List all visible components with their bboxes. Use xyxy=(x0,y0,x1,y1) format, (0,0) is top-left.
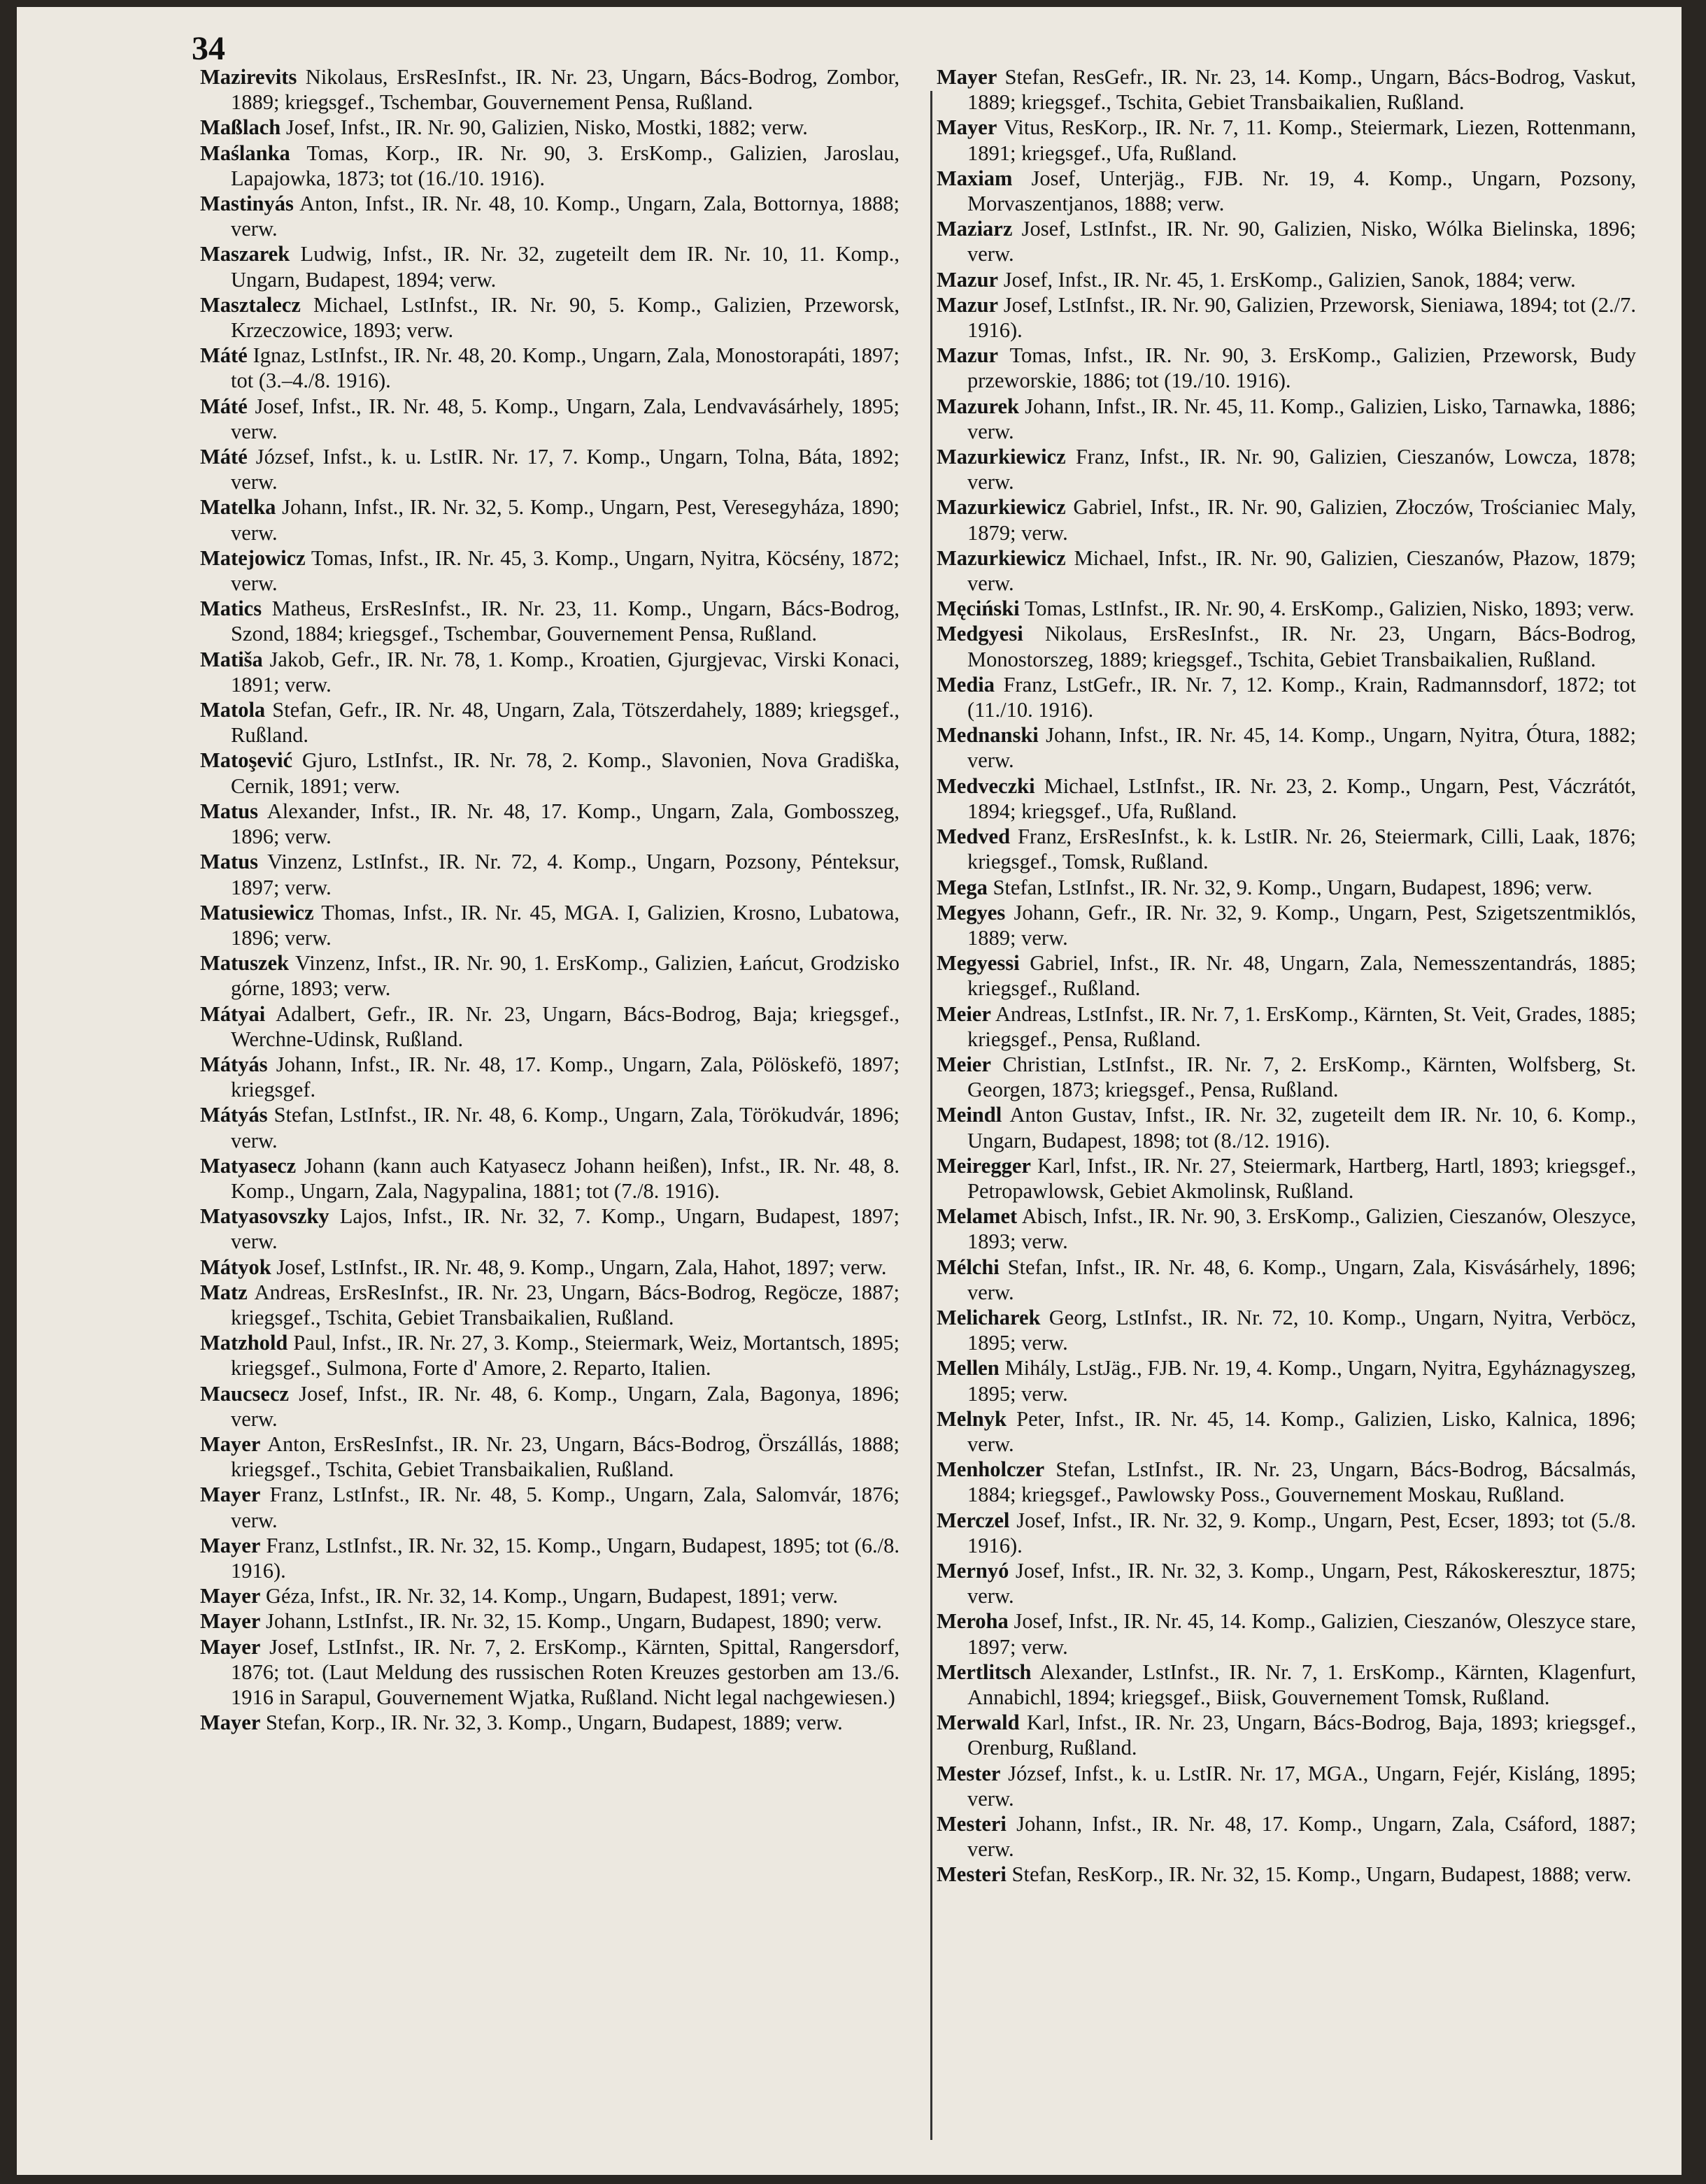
entry-surname: Mesteri xyxy=(937,1862,1007,1887)
entry-surname: Mega xyxy=(937,875,988,899)
entry-surname: Mátyás xyxy=(200,1052,268,1076)
column-divider xyxy=(930,91,932,2140)
casualty-entry xyxy=(937,1558,1636,1608)
entry-details: Josef, Unterjäg., FJB. Nr. 19, 4. Komp., Ungarn, Pozsony, Morvaszentjanos, 1888; verw. xyxy=(967,166,1636,216)
entry-details: Josef, LstInfst., IR. Nr. 90, Galizien, Przeworsk, Sieniawa, 1894; tot (2./7. 1916). xyxy=(967,292,1636,343)
entry-details: Josef, Infst., IR. Nr. 32, 9. Komp., Ungarn, Pest, Ecser, 1893; tot (5./8. 1916). xyxy=(967,1508,1637,1557)
entry-surname: Matelka xyxy=(200,495,276,520)
entry-details: Géza, Infst., IR. Nr. 32, 14. Komp., Ungarn, Budapest, 1891; verw. xyxy=(266,1584,838,1608)
entry-surname: Meier xyxy=(937,1001,991,1026)
entry-details: Gjuro, LstInfst., IR. Nr. 78, 2. Komp., Slavonien, Nova Gradiška, Cernik, 1891; verw. xyxy=(231,748,900,798)
entry-surname: Meiregger xyxy=(937,1153,1031,1178)
entry-details: Vinzenz, LstInfst., IR. Nr. 72, 4. Komp., Ungarn, Pozsony, Pénteksur, 1897; verw. xyxy=(231,850,900,899)
entry-surname: Megyes xyxy=(937,900,1006,925)
entry-details: Franz, LstInfst., IR. Nr. 48, 5. Komp., Ungarn, Zala, Salomvár, 1876; verw. xyxy=(231,1483,900,1532)
casualty-entry xyxy=(937,1406,1636,1457)
casualty-entry xyxy=(937,494,1636,545)
entry-details: Anton Gustav, Infst., IR. Nr. 32, zugeteilt dem IR. Nr. 10, 6. Komp., Ungarn, Budapest, 1898; tot (8./12. 1916). xyxy=(967,1103,1636,1152)
entry-details: Vitus, ResKorp., IR. Nr. 7, 11. Komp., Steiermark, Liezen, Rottenmann, 1891; kriegsgef., Ufa, Rußland. xyxy=(967,115,1637,165)
entry-surname: Mernyó xyxy=(937,1558,1009,1583)
entry-surname: Medgyesi xyxy=(937,622,1023,646)
entry-surname: Matz xyxy=(200,1280,248,1304)
casualty-entry xyxy=(937,1355,1636,1406)
entry-details: Matheus, ErsResInfst., IR. Nr. 23, 11. Komp., Ungarn, Bács-Bodrog, Szond, 1884; kriegsgef., Tschembar, Gouvernement Pensa, Rußland. xyxy=(231,597,900,646)
entry-surname: Męciński xyxy=(937,597,1020,621)
entry-surname: Matoşević xyxy=(200,748,293,773)
casualty-entry xyxy=(937,1508,1636,1558)
entry-details: Josef, Infst., IR. Nr. 90, Galizien, Nisko, Mostki, 1882; verw. xyxy=(285,115,808,140)
entry-surname: Mayer xyxy=(200,1533,261,1557)
entry-details: Tomas, LstInfst., IR. Nr. 90, 4. ErsKomp., Galizien, Nisko, 1893; verw. xyxy=(1024,597,1635,621)
casualty-entry xyxy=(200,444,900,494)
entry-details: Alexander, Infst., IR. Nr. 48, 17. Komp., Ungarn, Zala, Gombosszeg, 1896; verw. xyxy=(231,799,900,849)
entry-surname: Mélchi xyxy=(937,1255,1000,1279)
casualty-entry xyxy=(937,950,1636,1001)
casualty-entry xyxy=(937,875,1636,900)
entry-surname: Matics xyxy=(200,597,262,621)
entry-surname: Mester xyxy=(937,1761,1001,1785)
casualty-entry xyxy=(200,849,900,899)
entry-details: Johann, LstInfst., IR. Nr. 32, 15. Komp., Ungarn, Budapest, 1890; verw. xyxy=(266,1609,882,1634)
entry-surname: Mayer xyxy=(200,1609,261,1634)
entry-surname: Mayer xyxy=(200,1634,261,1659)
casualty-entry xyxy=(937,1862,1636,1887)
entry-details: Stefan, LstInfst., IR. Nr. 23, Ungarn, Bács-Bodrog, Bácsalmás, 1884; kriegsgef., Pawlowsky Poss., Gouvernement Moskau, Rußland. xyxy=(967,1457,1636,1507)
casualty-entry xyxy=(200,1710,900,1735)
casualty-entry xyxy=(200,900,900,950)
casualty-entry xyxy=(200,545,900,596)
entry-details: Stefan, ResKorp., IR. Nr. 32, 15. Komp., Ungarn, Budapest, 1888; verw. xyxy=(1011,1862,1632,1887)
entry-surname: Matiša xyxy=(200,647,263,671)
entry-surname: Mastinyás xyxy=(200,192,294,216)
casualty-entry xyxy=(937,1457,1636,1507)
page-number: 34 xyxy=(192,30,225,67)
casualty-entry xyxy=(937,672,1636,722)
entry-surname: Máté xyxy=(200,394,248,418)
casualty-entry xyxy=(200,241,900,292)
entry-details: Georg, LstInfst., IR. Nr. 72, 10. Komp., Ungarn, Nyitra, Verböcz, 1895; verw. xyxy=(967,1305,1636,1355)
entry-details: Lajos, Infst., IR. Nr. 32, 7. Komp., Ungarn, Budapest, 1897; verw. xyxy=(231,1204,900,1254)
entry-surname: Mazurkiewicz xyxy=(937,495,1066,520)
casualty-entry xyxy=(200,697,900,748)
casualty-entry xyxy=(200,292,900,343)
entry-details: Anton, ErsResInfst., IR. Nr. 23, Ungarn, Bács-Bodrog, Örszállás, 1888; kriegsgef., Tschita, Gebiet Transbaikalien, Rußland. xyxy=(231,1432,900,1482)
entry-details: Andreas, LstInfst., IR. Nr. 7, 1. ErsKomp., Kärnten, St. Veit, Grades, 1885; kriegsgef., Pensa, Rußland. xyxy=(967,1001,1636,1051)
entry-surname: Medveczki xyxy=(937,773,1035,798)
casualty-entry xyxy=(200,1533,900,1583)
entry-surname: Mazurek xyxy=(937,394,1020,418)
entry-surname: Mellen xyxy=(937,1356,1000,1380)
document-page xyxy=(17,7,1682,2175)
entry-details: Josef, Infst., IR. Nr. 32, 3. Komp., Ungarn, Pest, Rákoskeresztur, 1875; verw. xyxy=(967,1558,1636,1608)
casualty-entry xyxy=(200,748,900,798)
entry-surname: Matzhold xyxy=(200,1331,288,1355)
entry-details: Johann, Infst., IR. Nr. 48, 17. Komp., Ungarn, Zala, Csáford, 1887; verw. xyxy=(967,1812,1636,1862)
entry-surname: Mazurkiewicz xyxy=(937,445,1066,469)
entry-details: Nikolaus, ErsResInfst., IR. Nr. 23, Ungarn, Bács-Bodrog, Zombor, 1889; kriegsgef., Tschembar, Gouvernement Pensa, Rußland. xyxy=(231,65,900,115)
entry-details: Tomas, Infst., IR. Nr. 90, 3. ErsKomp., Galizien, Przeworsk, Budy przeworskie, 1886; tot (19./10. 1916). xyxy=(967,343,1636,393)
entry-surname: Mátyok xyxy=(200,1255,271,1279)
casualty-entry xyxy=(937,1305,1636,1355)
entry-details: Jakob, Gefr., IR. Nr. 78, 1. Komp., Kroatien, Gjurgjevac, Virski Konaci, 1891; verw. xyxy=(231,647,900,697)
entry-surname: Máté xyxy=(200,343,248,368)
entry-surname: Meindl xyxy=(937,1103,1002,1127)
entry-surname: Matola xyxy=(200,698,266,722)
casualty-entry xyxy=(200,1482,900,1532)
entry-surname: Maucsecz xyxy=(200,1381,290,1406)
casualty-entry xyxy=(937,292,1636,343)
entry-surname: Menholczer xyxy=(937,1457,1045,1482)
casualty-entry xyxy=(200,1432,900,1482)
casualty-entry xyxy=(200,1634,900,1711)
casualty-entry xyxy=(200,1102,900,1152)
entry-details: Michael, Infst., IR. Nr. 90, Galizien, Cieszanów, Płazow, 1879; verw. xyxy=(967,545,1636,596)
casualty-entry xyxy=(200,343,900,393)
casualty-entry xyxy=(937,64,1636,115)
casualty-entry xyxy=(937,1660,1636,1710)
casualty-entry xyxy=(937,444,1636,494)
entry-details: Stefan, LstInfst., IR. Nr. 48, 6. Komp., Ungarn, Zala, Törökudvár, 1896; verw. xyxy=(231,1103,900,1152)
entry-surname: Mayer xyxy=(200,1711,261,1735)
casualty-entry xyxy=(937,1761,1636,1811)
entry-details: Josef, Infst., IR. Nr. 45, 1. ErsKomp., Galizien, Sanok, 1884; verw. xyxy=(1003,267,1576,292)
right-column xyxy=(937,64,1636,1887)
entry-details: Mihály, LstJäg., FJB. Nr. 19, 4. Komp., Ungarn, Nyitra, Egyháznagyszeg, 1895; verw. xyxy=(967,1356,1636,1406)
entry-details: Stefan, ResGefr., IR. Nr. 23, 14. Komp., Ungarn, Bács-Bodrog, Vaskut, 1889; kriegsgef., Tschita, Gebiet Transbaikalien, Rußland. xyxy=(967,65,1636,115)
casualty-entry xyxy=(937,1102,1636,1152)
entry-surname: Merczel xyxy=(937,1508,1010,1532)
entry-details: Andreas, ErsResInfst., IR. Nr. 23, Ungarn, Bács-Bodrog, Regöcze, 1887; kriegsgef., Tschita, Gebiet Transbaikalien, Rußland. xyxy=(231,1280,900,1329)
casualty-entry xyxy=(200,950,900,1001)
entry-details: Paul, Infst., IR. Nr. 27, 3. Komp., Steiermark, Weiz, Mortantsch, 1895; kriegsgef., Sulmona, Forte d' Amore, 2. Reparto, Italien. xyxy=(231,1331,900,1380)
casualty-entry xyxy=(200,394,900,444)
entry-surname: Merwald xyxy=(937,1711,1020,1735)
casualty-entry xyxy=(200,1280,900,1330)
entry-surname: Mátyás xyxy=(200,1103,268,1127)
casualty-entry xyxy=(200,191,900,241)
casualty-entry xyxy=(937,545,1636,596)
entry-surname: Matus xyxy=(200,799,259,823)
casualty-entry xyxy=(937,115,1636,165)
entry-surname: Matusiewicz xyxy=(200,900,314,925)
entry-surname: Mayer xyxy=(937,115,997,140)
entry-details: Franz, ErsResInfst., k. k. LstIR. Nr. 26, Steiermark, Cilli, Laak, 1876; kriegsgef., Tomsk, Rußland. xyxy=(967,825,1637,874)
casualty-entry xyxy=(937,722,1636,773)
entry-details: Josef, Infst., IR. Nr. 48, 6. Komp., Ungarn, Zala, Bagonya, 1896; verw. xyxy=(231,1381,900,1431)
entry-details: Gabriel, Infst., IR. Nr. 48, Ungarn, Zala, Nemesszentandrás, 1885; kriegsgef., Rußland. xyxy=(967,951,1637,1001)
casualty-entry xyxy=(200,1001,900,1052)
entry-surname: Maślanka xyxy=(200,141,290,165)
entry-details: Johann (kann auch Katyasecz Johann heißen), Infst., IR. Nr. 48, 8. Komp., Ungarn, Zala, Nagypalina, 1881; tot (7./8. 1916). xyxy=(231,1153,900,1203)
casualty-entry xyxy=(937,1710,1636,1760)
entry-details: Michael, LstInfst., IR. Nr. 90, 5. Komp., Galizien, Przeworsk, Krzeczowice, 1893; verw. xyxy=(231,292,900,343)
left-column xyxy=(200,64,900,1735)
entry-surname: Megyessi xyxy=(937,951,1020,976)
entry-surname: Mayer xyxy=(200,1483,261,1507)
entry-details: Johann, Infst., IR. Nr. 45, 14. Komp., Ungarn, Nyitra, Ótura, 1882; verw. xyxy=(967,723,1637,773)
entry-details: Franz, Infst., IR. Nr. 90, Galizien, Cieszanów, Lowcza, 1878; verw. xyxy=(967,445,1637,494)
entry-surname: Mayer xyxy=(200,1432,261,1456)
entry-details: Josef, LstInfst., IR. Nr. 48, 9. Komp., Ungarn, Zala, Hahot, 1897; verw. xyxy=(276,1255,887,1279)
entry-surname: Maziarz xyxy=(937,217,1013,241)
entry-details: Johann, Infst., IR. Nr. 45, 11. Komp., Galizien, Lisko, Tarnawka, 1886; verw. xyxy=(967,394,1636,443)
casualty-entry xyxy=(200,1330,900,1380)
casualty-entry xyxy=(200,1583,900,1608)
entry-surname: Maxiam xyxy=(937,166,1013,190)
entry-details: Tomas, Infst., IR. Nr. 45, 3. Komp., Ungarn, Nyitra, Köcsény, 1872; verw. xyxy=(231,545,900,596)
casualty-entry xyxy=(200,1204,900,1254)
entry-surname: Mednanski xyxy=(937,723,1039,748)
entry-surname: Mazur xyxy=(937,343,999,368)
entry-surname: Matuszek xyxy=(200,951,290,976)
entry-surname: Máté xyxy=(200,445,248,469)
casualty-entry xyxy=(937,394,1636,444)
casualty-entry xyxy=(200,647,900,697)
entry-details: Josef, Infst., IR. Nr. 45, 14. Komp., Galizien, Cieszanów, Oleszyce stare, 1897; verw. xyxy=(967,1609,1636,1659)
entry-details: Johann, Gefr., IR. Nr. 32, 9. Komp., Ungarn, Pest, Szigetszentmiklós, 1889; verw. xyxy=(967,900,1637,950)
casualty-entry xyxy=(937,824,1636,874)
entry-details: Abisch, Infst., IR. Nr. 90, 3. ErsKomp., Galizien, Cieszanów, Oleszyce, 1893; verw. xyxy=(967,1204,1636,1254)
casualty-entry xyxy=(200,799,900,849)
entry-surname: Mayer xyxy=(937,65,997,89)
entry-details: Franz, LstInfst., IR. Nr. 32, 15. Komp., Ungarn, Budapest, 1895; tot (6./8. 1916). xyxy=(231,1533,900,1583)
entry-details: Thomas, Infst., IR. Nr. 45, MGA. I, Galizien, Krosno, Lubatowa, 1896; verw. xyxy=(231,900,900,950)
entry-details: Stefan, Infst., IR. Nr. 48, 6. Komp., Ungarn, Zala, Kisvásárhely, 1896; verw. xyxy=(967,1255,1637,1304)
entry-details: Alexander, LstInfst., IR. Nr. 7, 1. ErsKomp., Kärnten, Klagenfurt, Annabichl, 1894; kriegsgef., Biisk, Gouvernement Tomsk, Rußland. xyxy=(967,1660,1636,1709)
entry-details: Josef, LstInfst., IR. Nr. 90, Galizien, Nisko, Wólka Bielinska, 1896; verw. xyxy=(967,217,1636,266)
entry-details: Karl, Infst., IR. Nr. 23, Ungarn, Bács-Bodrog, Baja, 1893; kriegsgef., Orenburg, Rußland. xyxy=(967,1711,1636,1760)
casualty-entry xyxy=(200,494,900,545)
casualty-entry xyxy=(937,621,1636,671)
entry-surname: Melicharek xyxy=(937,1305,1041,1329)
entry-details: Nikolaus, ErsResInfst., IR. Nr. 23, Ungarn, Bács-Bodrog, Monostorszeg, 1889; kriegsgef., Tschita, Gebiet Transbaikalien, Rußland. xyxy=(967,622,1636,671)
casualty-entry xyxy=(937,216,1636,266)
casualty-entry xyxy=(937,773,1636,824)
entry-surname: Meroha xyxy=(937,1609,1009,1634)
entry-details: Peter, Infst., IR. Nr. 45, 14. Komp., Galizien, Lisko, Kalnica, 1896; verw. xyxy=(967,1406,1637,1456)
casualty-entry xyxy=(937,900,1636,950)
entry-details: Josef, Infst., IR. Nr. 48, 5. Komp., Ungarn, Zala, Lendvavásárhely, 1895; verw. xyxy=(231,394,900,443)
casualty-entry xyxy=(937,1153,1636,1204)
entry-surname: Mazur xyxy=(937,292,999,317)
casualty-entry xyxy=(200,141,900,191)
casualty-entry xyxy=(937,1608,1636,1659)
entry-surname: Mayer xyxy=(200,1584,261,1608)
entry-surname: Mazurkiewicz xyxy=(937,545,1066,570)
entry-surname: Masztalecz xyxy=(200,292,301,317)
entry-details: Franz, LstGefr., IR. Nr. 7, 12. Komp., Krain, Radmannsdorf, 1872; tot (11./10. 1916). xyxy=(967,672,1636,722)
entry-surname: Maßlach xyxy=(200,115,281,140)
entry-details: Tomas, Korp., IR. Nr. 90, 3. ErsKomp., Galizien, Jaroslau, Lapajowka, 1873; tot (16./10. 1916). xyxy=(231,141,900,190)
casualty-entry xyxy=(937,1001,1636,1052)
entry-details: Ludwig, Infst., IR. Nr. 32, zugeteilt dem IR. Nr. 10, 11. Komp., Ungarn, Budapest, 1894; verw. xyxy=(231,242,900,292)
entry-details: Stefan, LstInfst., IR. Nr. 32, 9. Komp., Ungarn, Budapest, 1896; verw. xyxy=(993,875,1593,899)
entry-surname: Matejowicz xyxy=(200,545,306,570)
entry-details: Gabriel, Infst., IR. Nr. 90, Galizien, Złoczów, Trościaniec Maly, 1879; verw. xyxy=(967,495,1636,545)
entry-details: Karl, Infst., IR. Nr. 27, Steiermark, Hartberg, Hartl, 1893; kriegsgef., Petropawlowsk, Gebiet Akmolinsk, Rußland. xyxy=(967,1153,1636,1203)
casualty-entry xyxy=(937,1052,1636,1102)
casualty-entry xyxy=(200,596,900,646)
casualty-entry xyxy=(937,166,1636,216)
casualty-entry xyxy=(937,267,1636,292)
entry-details: Johann, Infst., IR. Nr. 32, 5. Komp., Ungarn, Pest, Veresegyháza, 1890; verw. xyxy=(231,495,900,545)
entry-details: Josef, LstInfst., IR. Nr. 7, 2. ErsKomp., Kärnten, Spittal, Rangersdorf, 1876; tot. (Laut Meldung des russischen Roten Kreuzes gestorben am 13./6. 1916 in Sarapul, Gouvernement Wjatka, Rußland. Nicht legal nachgewiesen.) xyxy=(231,1634,900,1709)
entry-details: Adalbert, Gefr., IR. Nr. 23, Ungarn, Bács-Bodrog, Baja; kriegsgef., Werchne-Udinsk, Rußland. xyxy=(231,1001,900,1051)
entry-surname: Mertlitsch xyxy=(937,1660,1032,1684)
entry-details: Stefan, Gefr., IR. Nr. 48, Ungarn, Zala, Tötszerdahely, 1889; kriegsgef., Rußland. xyxy=(231,698,900,748)
entry-details: József, Infst., k. u. LstIR. Nr. 17, 7. Komp., Ungarn, Tolna, Báta, 1892; verw. xyxy=(231,445,900,494)
entry-details: Christian, LstInfst., IR. Nr. 7, 2. ErsKomp., Kärnten, Wolfsberg, St. Georgen, 1873; kriegsgef., Pensa, Rußland. xyxy=(967,1052,1636,1102)
casualty-entry xyxy=(937,1811,1636,1862)
entry-surname: Maszarek xyxy=(200,242,290,266)
entry-details: Michael, LstInfst., IR. Nr. 23, 2. Komp., Ungarn, Pest, Váczrátót, 1894; kriegsgef., Ufa, Rußland. xyxy=(967,773,1636,823)
entry-details: Ignaz, LstInfst., IR. Nr. 48, 20. Komp., Ungarn, Zala, Monostorapáti, 1897; tot (3.–4./8. 1916). xyxy=(231,343,900,393)
casualty-entry xyxy=(200,115,900,140)
casualty-entry xyxy=(200,1381,900,1432)
entry-surname: Matyasovszky xyxy=(200,1204,329,1229)
entry-surname: Medved xyxy=(937,825,1011,849)
entry-surname: Meier xyxy=(937,1052,991,1076)
casualty-entry xyxy=(200,1255,900,1280)
casualty-entry xyxy=(200,1052,900,1102)
casualty-entry xyxy=(200,1608,900,1634)
casualty-entry xyxy=(937,1255,1636,1305)
entry-surname: Mazur xyxy=(937,267,999,292)
entry-details: Johann, Infst., IR. Nr. 48, 17. Komp., Ungarn, Zala, Pölöskefö, 1897; kriegsgef. xyxy=(231,1052,900,1102)
entry-details: József, Infst., k. u. LstIR. Nr. 17, MGA., Ungarn, Fejér, Kisláng, 1895; verw. xyxy=(967,1761,1637,1811)
casualty-entry xyxy=(937,343,1636,393)
entry-details: Stefan, Korp., IR. Nr. 32, 3. Komp., Ungarn, Budapest, 1889; verw. xyxy=(266,1711,843,1735)
entry-surname: Matus xyxy=(200,850,259,874)
entry-details: Vinzenz, Infst., IR. Nr. 90, 1. ErsKomp., Galizien, Łańcut, Grodzisko górne, 1893; verw. xyxy=(231,951,900,1001)
casualty-entry xyxy=(200,64,900,115)
entry-surname: Melnyk xyxy=(937,1406,1007,1431)
casualty-entry xyxy=(937,1204,1636,1254)
entry-surname: Melamet xyxy=(937,1204,1018,1229)
casualty-entry xyxy=(937,596,1636,621)
entry-surname: Mazirevits xyxy=(200,65,297,89)
entry-surname: Mátyai xyxy=(200,1001,266,1026)
casualty-entry xyxy=(200,1153,900,1204)
entry-surname: Matyasecz xyxy=(200,1153,297,1178)
entry-surname: Media xyxy=(937,672,995,697)
entry-details: Anton, Infst., IR. Nr. 48, 10. Komp., Ungarn, Zala, Bottornya, 1888; verw. xyxy=(231,192,900,241)
entry-surname: Mesteri xyxy=(937,1812,1007,1836)
